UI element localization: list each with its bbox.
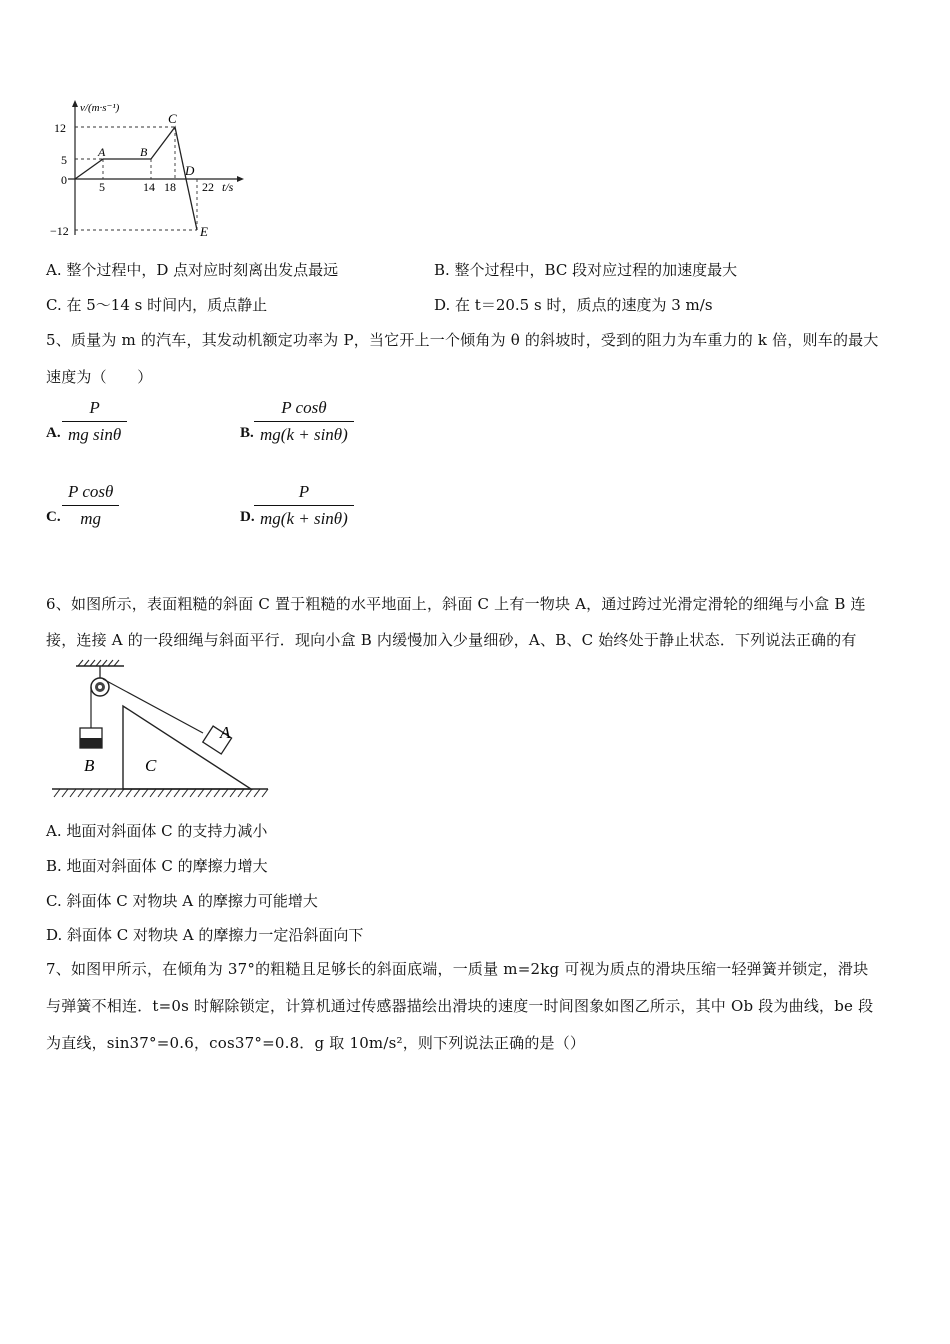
numerator: P (298, 482, 310, 501)
x-tick: 22 (202, 180, 214, 194)
q4-option-a: A. 整个过程中，D 点对应时刻离出发点最远 (46, 261, 339, 279)
x-axis-label: t/s (222, 180, 234, 194)
q7-line1: 7、如图甲所示，在倾角为 37°的粗糙且足够长的斜面底端，一质量 m=2kg 可视为质点的滑块压缩一轻弹簧并锁定，滑块 (46, 960, 869, 978)
point-label: C (168, 111, 177, 126)
point-label: B (140, 145, 148, 159)
denominator: mg (62, 505, 119, 529)
point-label: E (200, 224, 208, 239)
label-c: C (145, 756, 157, 775)
y-tick: 0 (61, 173, 67, 187)
y-tick: −12 (50, 224, 69, 238)
q5-option-label-c: C. (46, 509, 61, 525)
label-a: A (220, 723, 231, 742)
incline-pulley-figure (46, 658, 276, 804)
q5-option-label-d: D. (240, 509, 255, 525)
x-tick: 5 (99, 180, 105, 194)
q4-option-c: C. 在 5～14 s 时间内，质点静止 (46, 296, 268, 314)
q5-option-label-b: B. (240, 425, 254, 441)
point-label: D (185, 163, 195, 178)
numerator: P cosθ (281, 398, 327, 417)
q5-fraction-c (62, 482, 119, 529)
q6-stem-line2: 接，连接 A 的一段细绳与斜面平行．现向小盒 B 内缓慢加入少量细砂，A、B、C 始终处于静止状态．下列说法正确的有 (46, 631, 857, 649)
velocity-time-graph (40, 95, 260, 245)
q7-line3: 为直线，sin37°=0.6，cos37°=0.8．g 取 10m/s²，则下列说法正确的是（） (46, 1034, 586, 1052)
denominator: mg(k + sinθ) (254, 421, 354, 445)
q5-stem-line2: 速度为（ ） (46, 368, 153, 386)
y-tick: 12 (54, 121, 66, 135)
q6-option-b: B. 地面对斜面体 C 的摩擦力增大 (46, 857, 268, 875)
q6-option-a: A. 地面对斜面体 C 的支持力减小 (46, 822, 268, 840)
q5-fraction-b (254, 398, 354, 445)
y-axis-label: v/(m·s⁻¹) (80, 102, 120, 114)
q4-option-b: B. 整个过程中，BC 段对应过程的加速度最大 (434, 261, 738, 279)
numerator: P cosθ (68, 482, 114, 501)
q4-option-d: D. 在 t＝20.5 s 时，质点的速度为 3 m/s (434, 296, 713, 314)
q6-option-c: C. 斜面体 C 对物块 A 的摩擦力可能增大 (46, 892, 318, 910)
q5-option-label-a: A. (46, 425, 61, 441)
label-b: B (84, 756, 95, 775)
incline-c (123, 706, 251, 789)
x-tick: 18 (164, 180, 176, 194)
y-tick: 5 (61, 153, 67, 167)
x-tick: 14 (143, 180, 155, 194)
numerator: P (89, 398, 100, 417)
q7-line2: 与弹簧不相连．t=0s 时解除锁定，计算机通过传感器描绘出滑块的速度一时间图象如图乙所示，其中 Ob 段为曲线，be 段 (46, 997, 874, 1015)
q6-stem-line1: 6、如图所示，表面粗糙的斜面 C 置于粗糙的水平地面上，斜面 C 上有一物块 A，通过跨过光滑定滑轮的细绳与小盒 B 连 (46, 595, 866, 613)
q5-stem-line1: 5、质量为 m 的汽车，其发动机额定功率为 P，当它开上一个倾角为 θ 的斜坡时，受到的阻力为车重力的 k 倍，则车的最大 (46, 331, 879, 349)
point-label: A (98, 145, 106, 159)
q6-option-d: D. 斜面体 C 对物块 A 的摩擦力一定沿斜面向下 (46, 926, 364, 944)
q5-fraction-d (254, 482, 354, 529)
denominator: mg sinθ (62, 421, 127, 445)
q5-fraction-a (62, 398, 127, 445)
denominator: mg(k + sinθ) (254, 505, 354, 529)
